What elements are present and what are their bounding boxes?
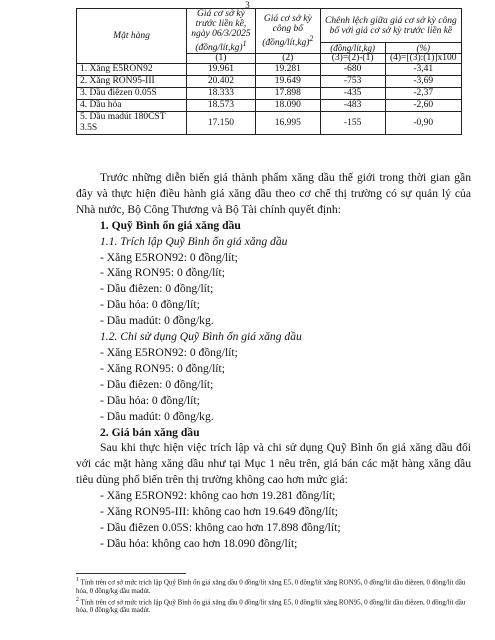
row-diff: -753	[320, 76, 385, 88]
list-item: - Dầu hỏa: 0 đồng/lít;	[100, 393, 200, 407]
list-item: - Dầu madút: 0 đồng/kg.	[100, 409, 214, 423]
table-row	[77, 100, 462, 112]
row-pct: -0,90	[385, 112, 461, 135]
index-col1: (1)	[187, 54, 256, 64]
footnote-1: $^1$ Tính trên cơ sở mức trích lập Quỹ Bình ổn giá xăng dầu 0 đồng/lít xăng E5, 0 đồng/lít xăng RON95, 0 đồng/lít dầu điêzen, 0 đồng/lít dầu hỏa, 0 đồng/kg dầu madút.	[76, 577, 466, 595]
list-item: - Xăng RON95-III: không cao hơn 19.649 đồng/lít;	[100, 505, 338, 519]
header-curr-price: Giá cơ sở kỳ công bố (đồng/lít,kg)$^2$	[255, 9, 320, 54]
footnote-2: $^2$ Tính trên cơ sở mức trích lập Quỹ Bình ổn giá xăng dầu 0 đồng/lít xăng E5, 0 đồng/lít xăng RON95, 0 đồng/lít dầu điêzen, 0 đồng/lít dầu hỏa, 0 đồng/kg dầu madút.	[76, 596, 466, 615]
row-name: 5. Dầu madút 180CST 3.5S	[77, 112, 187, 135]
row-name: 3. Dầu điêzen 0.05S	[77, 88, 187, 100]
index-col2: (2)	[255, 54, 320, 64]
footnotes	[76, 573, 471, 615]
page-number: 3	[245, 0, 250, 10]
document-body	[76, 170, 471, 552]
header-diff: Chênh lệch giữa giá cơ sở kỳ công bố với giá cơ sở kỳ trước liền kề	[320, 9, 461, 43]
row-diff: -155	[320, 112, 385, 135]
row-curr: 18.090	[255, 100, 320, 112]
section-1-1-title: 1.1. Trích lập Quỹ Bình ổn giá xăng dầu	[100, 234, 288, 248]
footnote-divider	[76, 573, 186, 574]
list-item: - Xăng RON95: 0 đồng/lít;	[100, 266, 225, 280]
row-diff: -483	[320, 100, 385, 112]
row-pct: -2,60	[385, 100, 461, 112]
list-item: - Dầu hỏa: 0 đồng/lít;	[100, 298, 200, 312]
list-item: - Dầu điêzen: 0 đồng/lít;	[100, 282, 214, 296]
table-row	[77, 88, 462, 100]
list-item: - Dầu điêzen: 0 đồng/lít;	[100, 377, 214, 391]
row-name: 1. Xăng E5RON92	[77, 64, 187, 76]
list-item: - Xăng RON95: 0 đồng/lít;	[100, 361, 225, 375]
row-curr: 16.995	[255, 112, 320, 135]
row-curr: 19.281	[255, 64, 320, 76]
row-curr: 17.898	[255, 88, 320, 100]
row-prev: 18.573	[187, 100, 256, 112]
list-item: - Xăng E5RON92: 0 đồng/lít;	[100, 345, 238, 359]
list-item: - Xăng E5RON92: không cao hơn 19.281 đồng/lít;	[100, 489, 336, 503]
index-col4: (4)=[(3):(1)]x100	[385, 54, 461, 64]
row-prev: 19.961	[187, 64, 256, 76]
section-2-title: 2. Giá bán xăng dầu	[100, 425, 200, 439]
list-item: - Dầu hỏa: không cao hơn 18.090 đồng/lít;	[100, 536, 298, 550]
table-row	[77, 64, 462, 76]
footnote-ref-1: 1	[242, 39, 247, 48]
index-col3: (3)=(2)-(1)	[320, 54, 385, 64]
list-item: - Xăng E5RON92: 0 đồng/lít;	[100, 250, 238, 264]
row-diff: -680	[320, 64, 385, 76]
row-pct: -2,37	[385, 88, 461, 100]
row-diff: -435	[320, 88, 385, 100]
row-prev: 17.150	[187, 112, 256, 135]
header-diff-unit-pct: (%)	[385, 43, 461, 54]
footnote-ref-2: 2	[309, 34, 314, 43]
row-prev: 20.402	[187, 76, 256, 88]
row-name: 4. Dầu hỏa	[77, 100, 187, 112]
section-2-intro: Sau khi thực hiện việc trích lập và chi sử dụng Quỹ Bình ổn giá xăng dầu đối với các mặt hàng xăng dầu như tại Mục 1 nêu trên, giá bán các mặt hàng xăng dầu tiêu dùng phổ biến trên thị trường không cao hơn mức giá:	[76, 441, 471, 487]
price-table	[76, 8, 462, 135]
row-name: 2. Xăng RON95-III	[77, 76, 187, 88]
list-item: - Dầu điêzen 0.05S: không cao hơn 17.898 đồng/lít;	[100, 520, 341, 534]
table-row	[77, 76, 462, 88]
section-1-title: 1. Quỹ Bình ổn giá xăng dầu	[100, 218, 241, 232]
row-pct: -3,69	[385, 76, 461, 88]
section-1-2-title: 1.2. Chi sử dụng Quỹ Bình ổn giá xăng dầu	[100, 330, 302, 344]
table-row	[77, 112, 462, 135]
header-prev-price: Giá cơ sở kỳ trước liền kề, ngày 06/3/2025 (đồng/lít,kg)$^1$	[187, 9, 256, 54]
header-diff-unit-abs: (đồng/lít,kg)	[320, 43, 385, 54]
row-prev: 18.333	[187, 88, 256, 100]
list-item: - Dầu madút: 0 đồng/kg.	[100, 314, 214, 328]
row-curr: 19.649	[255, 76, 320, 88]
row-pct: -3,41	[385, 64, 461, 76]
intro-paragraph: Trước những diễn biến giá thành phẩm xăng dầu thế giới trong thời gian gần đây và thực hiện điều hành giá xăng dầu theo cơ chế thị trường có sự quản lý của Nhà nước, Bộ Công Thương và Bộ Tài chính quyết định:	[76, 171, 471, 216]
header-item: Mặt hàng	[77, 9, 187, 64]
